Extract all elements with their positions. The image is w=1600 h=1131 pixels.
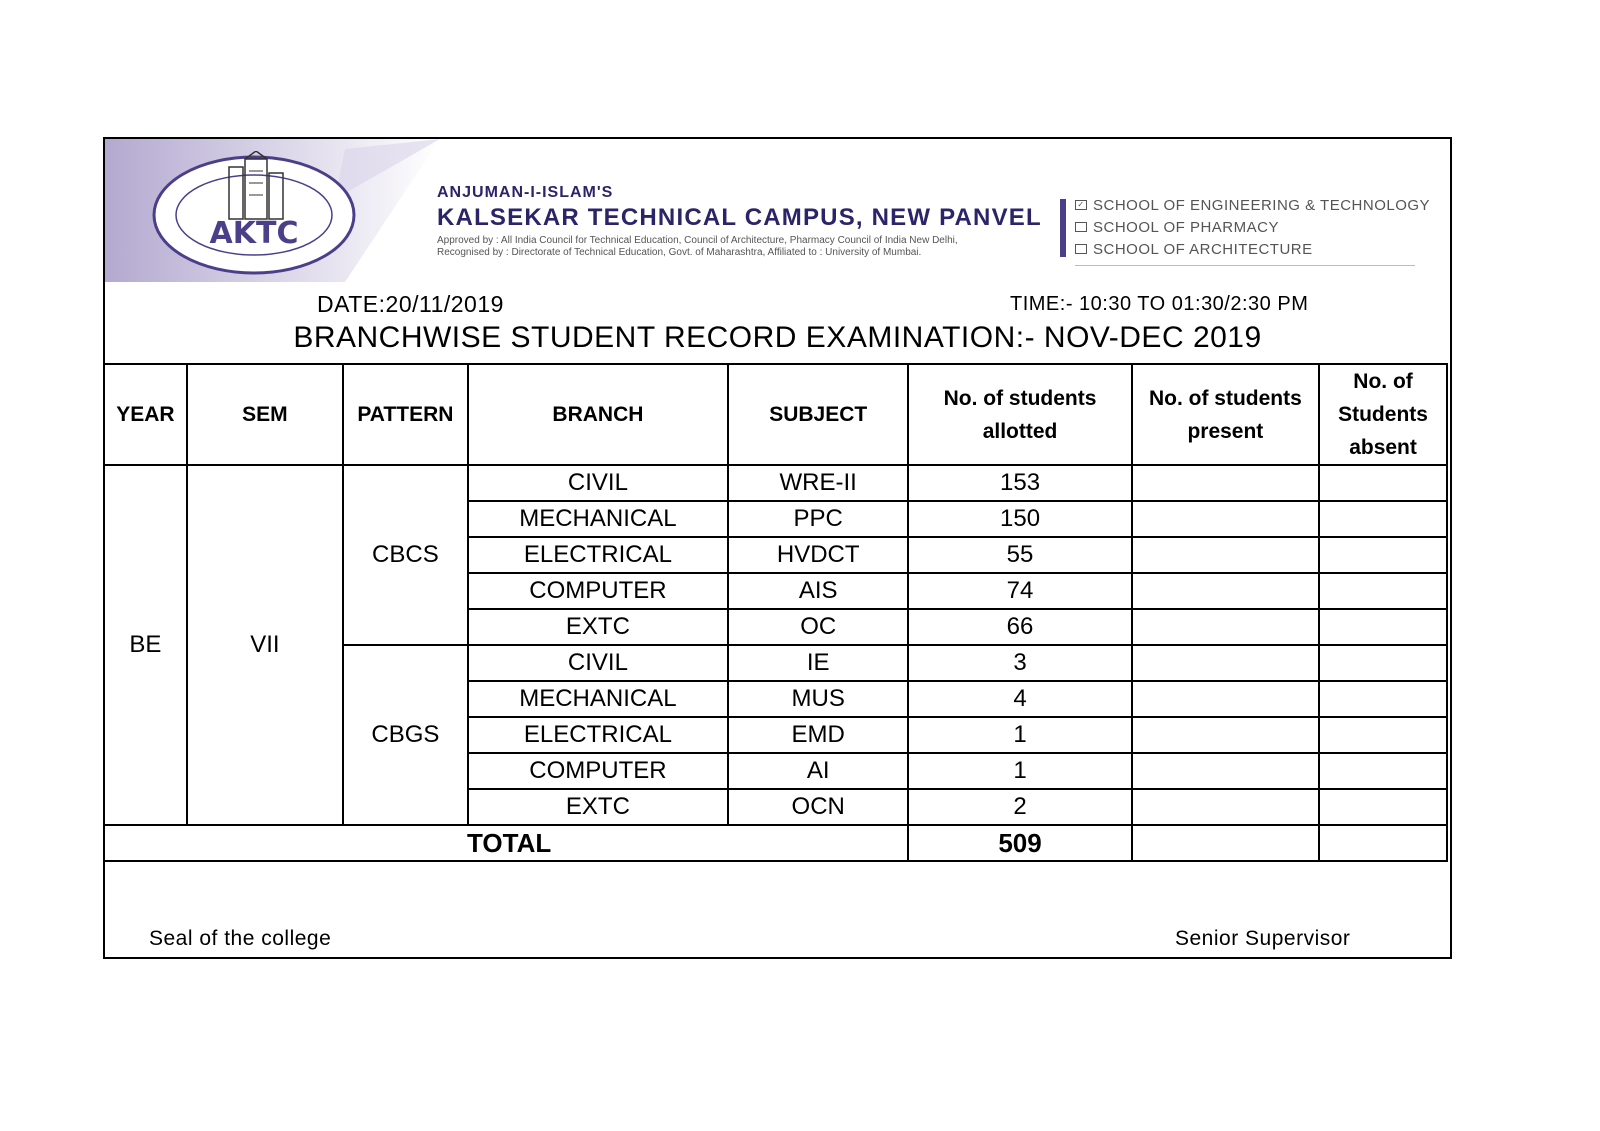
present-cell (1132, 465, 1319, 501)
divider (1075, 265, 1415, 266)
absent-cell (1319, 681, 1447, 717)
school-item-engineering: ✓ SCHOOL OF ENGINEERING & TECHNOLOGY (1075, 195, 1430, 217)
present-cell (1132, 753, 1319, 789)
supervisor-label: Senior Supervisor (1175, 927, 1351, 950)
table-header-row (104, 364, 1447, 465)
absent-cell (1319, 753, 1447, 789)
subject-cell: IE (728, 645, 908, 681)
branch-cell: COMPUTER (468, 573, 728, 609)
present-cell (1132, 537, 1319, 573)
allotted-cell: 66 (908, 609, 1131, 645)
exam-time: TIME:- 10:30 TO 01:30/2:30 PM (1010, 293, 1309, 315)
present-cell (1132, 645, 1319, 681)
branch-cell: CIVIL (468, 465, 728, 501)
sem-cell: VII (187, 465, 343, 825)
present-cell (1132, 573, 1319, 609)
divider-bar (1060, 199, 1066, 257)
pattern-cell: CBGS (343, 645, 468, 825)
total-label: TOTAL (104, 825, 908, 861)
subject-cell: OC (728, 609, 908, 645)
absent-cell (1319, 573, 1447, 609)
checkbox-checked-icon: ✓ (1075, 200, 1087, 210)
total-absent (1319, 825, 1447, 861)
allotted-cell: 74 (908, 573, 1131, 609)
absent-cell (1319, 609, 1447, 645)
allotted-cell: 153 (908, 465, 1131, 501)
present-cell (1132, 501, 1319, 537)
present-cell (1132, 789, 1319, 825)
letterhead (105, 139, 1450, 282)
column-header-present: No. of students present (1132, 364, 1319, 465)
page-title: BRANCHWISE STUDENT RECORD EXAMINATION:- NOV-DEC 2019 (293, 321, 1262, 354)
total-row (104, 825, 1447, 861)
present-cell (1132, 717, 1319, 753)
allotted-cell: 2 (908, 789, 1131, 825)
branch-cell: MECHANICAL (468, 681, 728, 717)
school-item-pharmacy: SCHOOL OF PHARMACY (1075, 217, 1430, 239)
approval-line: Approved by : All India Council for Technical Education, Council of Architecture, Pharmacy Council of India New Delhi, (437, 235, 958, 246)
recognition-line: Recognised by : Directorate of Technical Education, Govt. of Maharashtra, Affiliated to : University of Mumbai. (437, 247, 922, 258)
allotted-cell: 150 (908, 501, 1131, 537)
branch-cell: EXTC (468, 609, 728, 645)
present-cell (1132, 609, 1319, 645)
absent-cell (1319, 537, 1447, 573)
column-header-pattern: PATTERN (343, 364, 468, 465)
column-header-allotted: No. of students allotted (908, 364, 1131, 465)
subject-cell: HVDCT (728, 537, 908, 573)
column-header-year: YEAR (104, 364, 187, 465)
absent-cell (1319, 789, 1447, 825)
subject-cell: MUS (728, 681, 908, 717)
present-cell (1132, 681, 1319, 717)
branch-cell: ELECTRICAL (468, 537, 728, 573)
student-record-table (103, 363, 1448, 862)
absent-cell (1319, 501, 1447, 537)
institution-prefix: ANJUMAN-I-ISLAM'S (437, 184, 614, 201)
column-header-branch: BRANCH (468, 364, 728, 465)
year-cell: BE (104, 465, 187, 825)
allotted-cell: 1 (908, 753, 1131, 789)
subject-cell: AI (728, 753, 908, 789)
subject-cell: EMD (728, 717, 908, 753)
exam-date: DATE:20/11/2019 (317, 291, 504, 317)
branch-cell: COMPUTER (468, 753, 728, 789)
institution-name: KALSEKAR TECHNICAL CAMPUS, NEW PANVEL (437, 204, 1042, 231)
total-present (1132, 825, 1319, 861)
column-header-absent: No. of Students absent (1319, 364, 1447, 465)
school-item-architecture: SCHOOL OF ARCHITECTURE (1075, 239, 1430, 261)
table-row (104, 465, 1447, 501)
svg-text:AKTC: AKTC (209, 216, 299, 251)
absent-cell (1319, 717, 1447, 753)
school-list (1075, 195, 1430, 261)
absent-cell (1319, 645, 1447, 681)
column-header-sem: SEM (187, 364, 343, 465)
allotted-cell: 4 (908, 681, 1131, 717)
allotted-cell: 1 (908, 717, 1131, 753)
institution-block (437, 184, 1042, 259)
branch-cell: ELECTRICAL (468, 717, 728, 753)
branch-cell: EXTC (468, 789, 728, 825)
seal-label: Seal of the college (149, 927, 332, 950)
exam-record-sheet (103, 137, 1452, 959)
subject-cell: AIS (728, 573, 908, 609)
college-seal-logo-icon (149, 151, 359, 277)
pattern-cell: CBCS (343, 465, 468, 645)
subject-cell: PPC (728, 501, 908, 537)
checkbox-empty-icon (1075, 222, 1087, 232)
branch-cell: CIVIL (468, 645, 728, 681)
total-allotted: 509 (908, 825, 1131, 861)
column-header-subject: SUBJECT (728, 364, 908, 465)
subject-cell: WRE-II (728, 465, 908, 501)
subject-cell: OCN (728, 789, 908, 825)
absent-cell (1319, 465, 1447, 501)
branch-cell: MECHANICAL (468, 501, 728, 537)
checkbox-empty-icon (1075, 244, 1087, 254)
allotted-cell: 55 (908, 537, 1131, 573)
allotted-cell: 3 (908, 645, 1131, 681)
